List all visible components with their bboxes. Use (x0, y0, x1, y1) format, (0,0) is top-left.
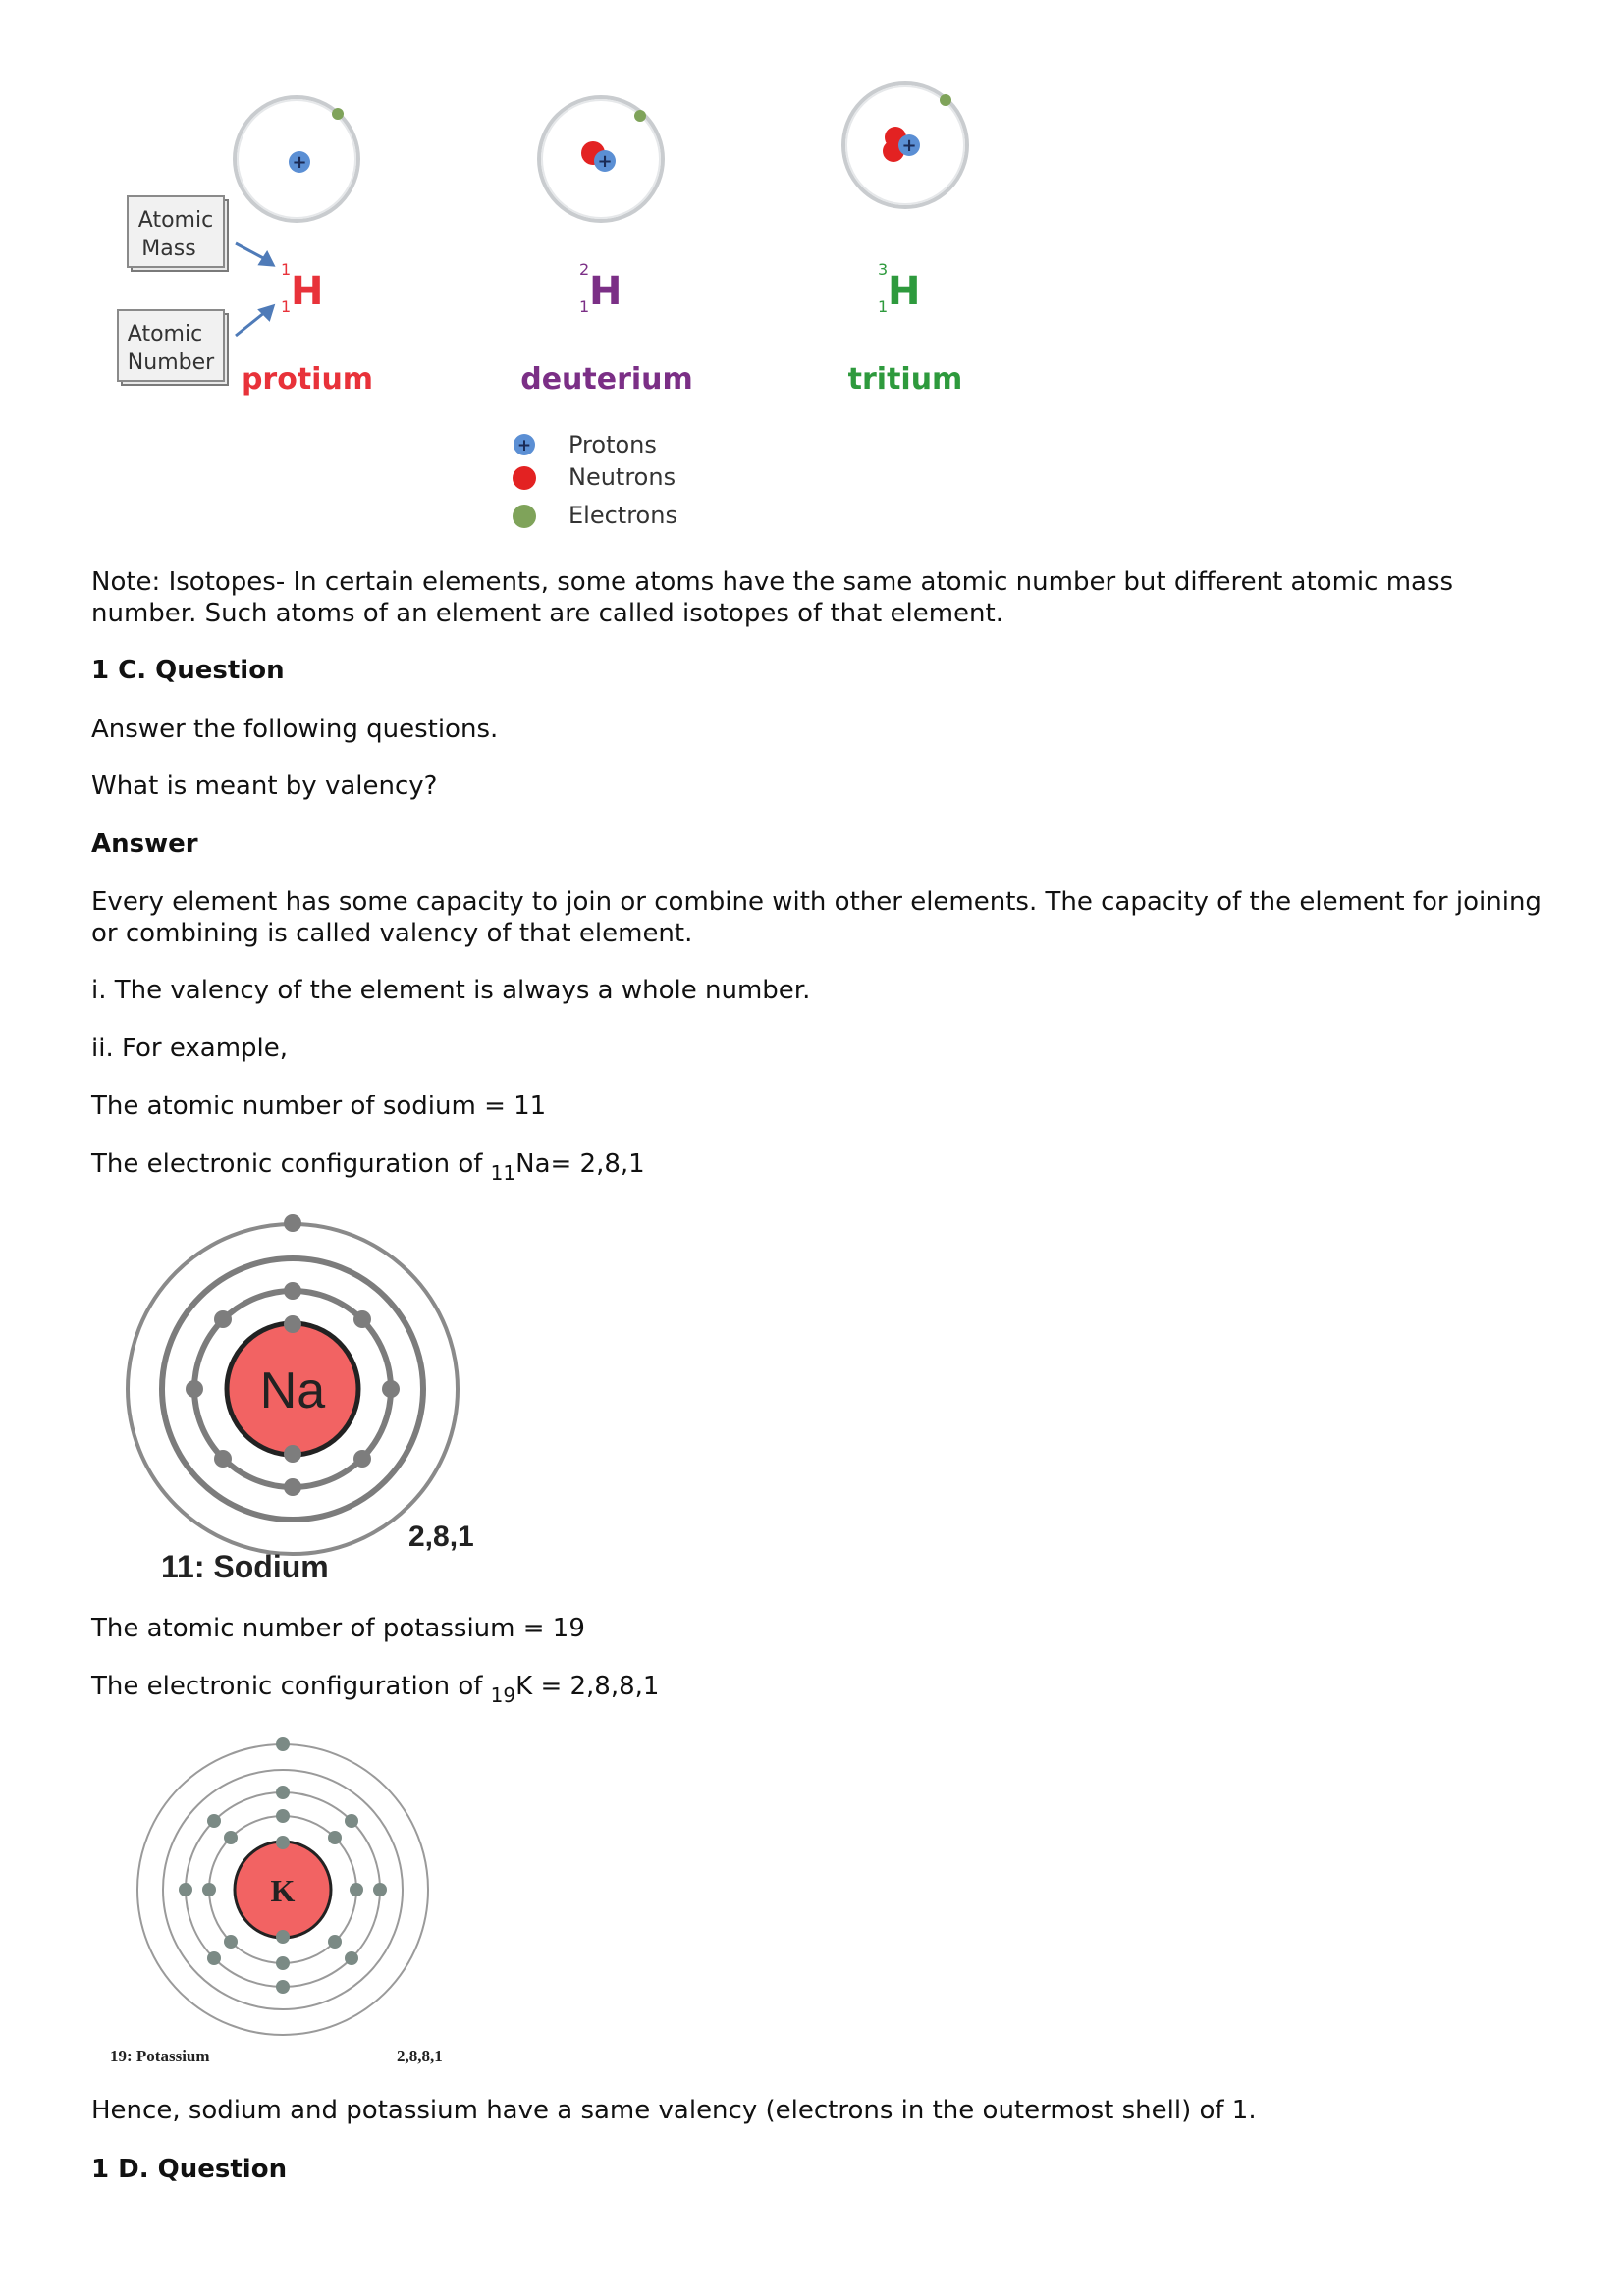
sodium-bohr-diagram (118, 1212, 481, 1595)
potassium-configuration: The electronic configuration of $_{19}$K = 2,8,8,1 (91, 1672, 660, 1707)
atomic-mass-label-1: Atomic (137, 208, 214, 233)
instruction-text: Answer the following questions. (91, 715, 499, 744)
atomic-mass-label-2: Mass (141, 237, 196, 261)
question-text: What is meant by valency? (91, 772, 438, 801)
protium-atom (235, 97, 358, 221)
svg-text:3: 3 (878, 260, 889, 279)
tritium-label: tritium (847, 362, 963, 397)
protium-label: protium (241, 362, 374, 397)
legend-protons: Protons (568, 431, 657, 458)
svg-text:+: + (516, 436, 532, 455)
sodium-config-label: 2,8,1 (408, 1521, 474, 1553)
svg-text:2: 2 (579, 260, 590, 279)
legend-electrons: Electrons (568, 502, 677, 529)
answer-heading: Answer (91, 829, 198, 859)
potassium-bohr-diagram (98, 1733, 471, 2076)
svg-text:H: H (291, 269, 324, 314)
electron-dot (940, 94, 951, 106)
potassium-config-label: 2,8,8,1 (397, 2047, 443, 2065)
atomic-number-label-2: Number (127, 350, 215, 375)
answer-paragraph: Every element has some capacity to join or combine with other elements. The capacity of the element for joining or combining is called valency of that element. (91, 887, 1542, 948)
sodium-subscript: 11 (490, 1161, 516, 1185)
svg-text:+: + (901, 135, 917, 156)
svg-text:1: 1 (281, 297, 292, 316)
sodium-symbol: Na (259, 1362, 326, 1419)
svg-text:1: 1 (281, 260, 292, 279)
atomic-number-box (118, 310, 228, 385)
neutron-legend-icon (513, 466, 536, 490)
tritium-atom (843, 83, 967, 207)
svg-text:1: 1 (579, 297, 590, 316)
protium-notation (242, 260, 373, 397)
atomic-number-label-1: Atomic (127, 322, 203, 347)
sodium-atomic-number: The atomic number of sodium = 11 (91, 1092, 547, 1121)
electron-legend-icon (513, 505, 536, 528)
potassium-symbol: K (270, 1873, 296, 1908)
question-1d-heading: 1 D. Question (91, 2155, 288, 2184)
electron-dot (332, 108, 344, 120)
potassium-subscript: 19 (490, 1683, 516, 1707)
electron-dot (634, 110, 646, 122)
isotopes-note: Note: Isotopes- In certain elements, some atoms have the same atomic number but different atomic mass number. Such atoms of an element are called isotopes of that element. (91, 567, 1454, 628)
sodium-caption: 11: Sodium (161, 1549, 329, 1584)
isotope-legend (513, 431, 677, 529)
legend-neutrons: Neutrons (568, 463, 676, 491)
conclusion-text: Hence, sodium and potassium have a same valency (electrons in the outermost shell) of 1. (91, 2096, 1257, 2125)
point-i: i. The valency of the element is always a whole number. (91, 976, 811, 1005)
tritium-notation (848, 260, 963, 397)
potassium-caption: 19: Potassium (110, 2047, 210, 2065)
pointer-arrows (236, 243, 273, 336)
deuterium-atom (539, 97, 663, 221)
svg-text:1: 1 (878, 297, 889, 316)
svg-text:+: + (292, 152, 307, 173)
deuterium-notation (520, 260, 693, 397)
point-ii: ii. For example, (91, 1034, 289, 1063)
question-1c-heading: 1 C. Question (91, 656, 285, 685)
potassium-atomic-number: The atomic number of potassium = 19 (91, 1614, 585, 1643)
svg-text:H: H (888, 269, 921, 314)
sodium-configuration: The electronic configuration of $_{11}$Na= 2,8,1 (91, 1149, 645, 1185)
atomic-mass-box (128, 196, 228, 271)
svg-text:+: + (597, 151, 613, 172)
isotopes-figure (108, 79, 992, 540)
svg-text:H: H (589, 269, 622, 314)
deuterium-label: deuterium (520, 362, 693, 397)
